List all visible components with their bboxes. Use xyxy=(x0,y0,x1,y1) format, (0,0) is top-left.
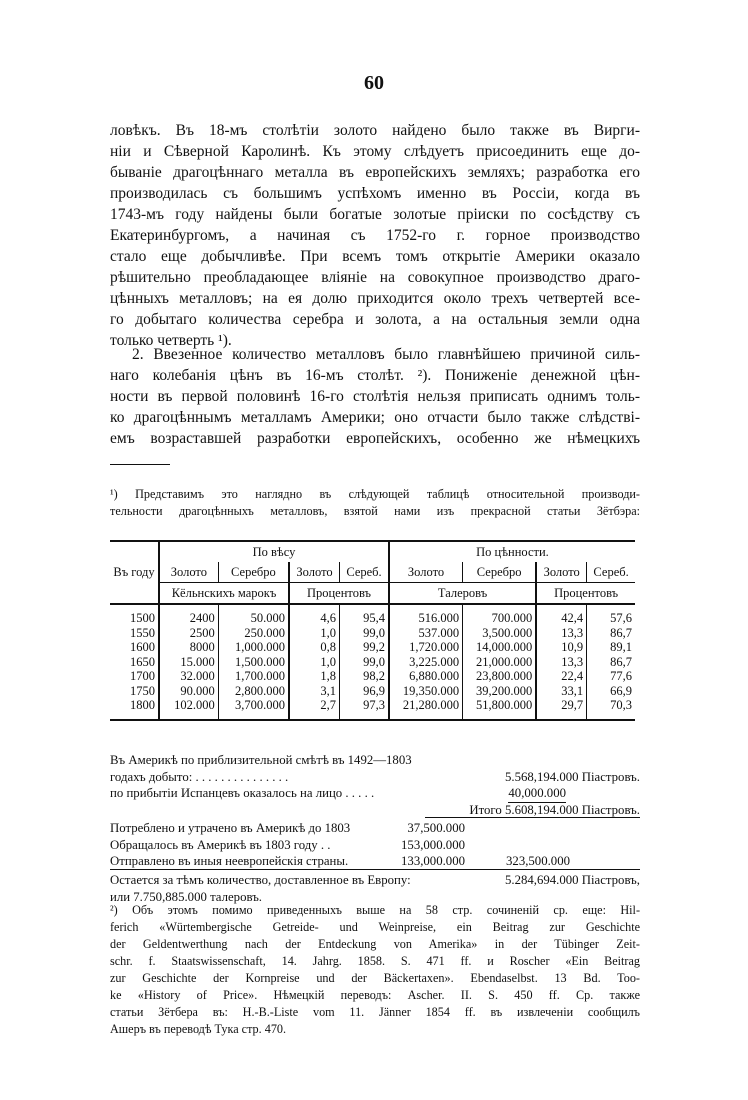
footnote-line: schr. f. Staatswissenschaft, 14. Jahrg. 1858. S. 471 ff. и Roscher «Ein Beitrag xyxy=(110,954,640,968)
footnote-line: статьи Зётбера въ: H.-B.-Liste vom 11. Jänner 1854 ff. въ извлеченіи сообщилъ xyxy=(110,1005,640,1019)
table-cell: 57,6 xyxy=(587,611,635,626)
summary-divider xyxy=(110,869,640,870)
summary-label: Въ Америкѣ по приблизительной смѣтѣ въ 1492—1803 xyxy=(110,753,412,767)
table-cell: 10,9 xyxy=(536,640,586,655)
gold-header: Золото xyxy=(536,562,586,583)
year-header: Въ году xyxy=(110,541,159,604)
summary-label: Отправлено въ иныя неевропейскія страны. xyxy=(110,854,349,868)
table-cell: 1650 xyxy=(130,654,155,669)
footnote-line: der Geldentwerthung nach der Entdeckung von Amerika» in der Tübinger Zeit- xyxy=(110,937,640,951)
silver-header: Серебро xyxy=(218,562,289,583)
table-cell: 99,0 xyxy=(340,655,389,670)
summary-value: 5.568,194.000 Піастровъ. xyxy=(504,769,640,784)
silver-short-header: Сереб. xyxy=(340,562,389,583)
table-cell: 98,2 xyxy=(340,669,389,684)
table-cell: 66,9 xyxy=(587,684,635,699)
text-line: производилась съ большимъ успѣхомъ именно въ Россіи, когда въ xyxy=(110,185,640,202)
summary-value: 40,000.000 xyxy=(508,785,566,803)
table-cell: 95,4 xyxy=(340,611,389,626)
summary-label: Остается за тѣмъ количество, доставленное въ Европу: xyxy=(110,873,411,887)
text-line: емъ возраставшей разработки европейскихъ, особенно же нѣмецкихъ xyxy=(110,430,640,447)
percent-header: Процентовъ xyxy=(536,583,635,605)
table-row xyxy=(110,640,635,655)
table-cell: 86,7 xyxy=(587,655,635,670)
table-cell: 4,6 xyxy=(289,611,339,626)
table-cell: 0,8 xyxy=(289,640,339,655)
summary-value: 37,500.000 xyxy=(407,821,465,835)
table-cell: 77,6 xyxy=(587,669,635,684)
table-row xyxy=(110,626,635,641)
remaining-summary xyxy=(110,872,640,905)
table-cell: 13,3 xyxy=(536,655,586,670)
silver-short-header: Сереб. xyxy=(587,562,635,583)
table-cell: 99,0 xyxy=(340,626,389,641)
table-cell: 1600 xyxy=(130,640,155,654)
text-line: ко драгоцѣннымъ металламъ Америки; оно отчасти было также слѣдстві- xyxy=(110,409,640,426)
table-cell: 537.000 xyxy=(389,626,463,641)
table-cell: 2,800.000 xyxy=(218,684,289,699)
table-row xyxy=(110,669,635,684)
summary-label: Обращалось въ Америкѣ въ 1803 году . . xyxy=(110,837,331,852)
table-cell: 21,280.000 xyxy=(389,698,463,713)
footnote-line: тельности драгоцѣнныхъ металловъ, взятой нами изъ прекрасной статьи Зётбэра: xyxy=(110,504,640,518)
table-cell: 1700 xyxy=(130,669,155,683)
text-line: ніи и Сѣверной Каролинѣ. Къ этому слѣдуетъ присоединить еще до- xyxy=(110,143,640,160)
table-cell: 2,7 xyxy=(289,698,339,713)
table-cell: 1,720.000 xyxy=(389,640,463,655)
table-row xyxy=(110,684,635,699)
table-cell: 19,350.000 xyxy=(389,684,463,699)
table-cell: 1,0 xyxy=(289,626,339,641)
footnote-line: ferich «Würtembergische Getreide- und Weinpreise, ein Beitrag zur Geschichte xyxy=(110,920,640,934)
consumption-summary xyxy=(110,820,640,870)
text-line: наго колебанія цѣнъ въ 16-мъ столѣт. ²). Пониженіе денежной цѣн- xyxy=(110,367,640,384)
table-cell: 96,9 xyxy=(340,684,389,699)
text-line: только четверть ¹). xyxy=(110,332,232,349)
page-number: 60 xyxy=(364,72,384,94)
footnote-line: ¹) Представимъ это наглядно въ слѣдующей таблицѣ относительной производи- xyxy=(110,487,640,501)
table-row xyxy=(110,698,635,713)
table-cell: 14,000.000 xyxy=(463,640,537,655)
total-underline xyxy=(425,817,640,818)
summary-total xyxy=(469,802,640,819)
total-label: Итого xyxy=(469,802,502,817)
production-table xyxy=(110,540,635,721)
table-cell: 1750 xyxy=(130,683,155,698)
summary-label: Потреблено и утрачено въ Америкѣ до 1803 xyxy=(110,821,351,835)
text-line: 2. Ввезенное количество металловъ было главнѣйшею причиной силь- xyxy=(132,346,640,363)
gold-header: Золото xyxy=(389,562,463,583)
summary-label: по прибытіи Испанцевъ оказалось на лицо . . . . . xyxy=(110,786,375,800)
table-cell: 3,500.000 xyxy=(463,626,537,641)
table-row xyxy=(110,611,635,626)
gold-header: Золото xyxy=(159,562,218,583)
table-cell: 42,4 xyxy=(536,611,586,626)
by-weight-header: По вѣсу xyxy=(159,541,389,562)
table-cell: 21,000.000 xyxy=(463,655,537,670)
text-line: ности въ первой половинѣ 16-го столѣтія нельзя приписать однимъ толь- xyxy=(110,388,640,405)
percent-header: Процентовъ xyxy=(289,583,389,605)
table-cell: 97,3 xyxy=(340,698,389,713)
text-line: 1743-мъ году найдены были богатые золотые пріиски по сосѣдству съ xyxy=(110,206,640,223)
text-line: рѣшительно преобладающее вліяніе на совокупное производство драго- xyxy=(110,269,640,286)
table-cell: 2400 xyxy=(159,611,218,626)
by-value-header: По цѣнности. xyxy=(389,541,635,562)
summary-value: 5.284,694.000 Піастровъ, xyxy=(504,873,640,887)
summary-value: 133,000.000 xyxy=(401,854,465,868)
cologne-marks-header: Кёльнскихъ марокъ xyxy=(159,583,289,605)
table-cell: 23,800.000 xyxy=(463,669,537,684)
table-cell: 1800 xyxy=(130,698,155,712)
silver-header: Серебро xyxy=(463,562,537,583)
text-line: го добытаго количества серебра и золота, а на остальныя земли одна xyxy=(110,311,640,328)
table-cell: 1,000.000 xyxy=(218,640,289,655)
table-cell: 32.000 xyxy=(159,669,218,684)
footnote-line: ke «History of Price». Нѣмецкій переводъ: Ascher. II. S. 450 ff. Ср. также xyxy=(110,988,640,1002)
summary-value: 323,500.000 xyxy=(506,854,570,868)
table-cell: 3,225.000 xyxy=(389,655,463,670)
table-cell: 89,1 xyxy=(587,640,635,655)
summary-label: или 7.750,885.000 талеровъ. xyxy=(110,889,263,904)
paragraph-1 xyxy=(110,120,640,351)
table-cell: 13,3 xyxy=(536,626,586,641)
thalers-header: Талеровъ xyxy=(389,583,536,605)
table-cell: 50.000 xyxy=(218,611,289,626)
table-cell: 1,8 xyxy=(289,669,339,684)
table-cell: 516.000 xyxy=(389,611,463,626)
table-cell: 33,1 xyxy=(536,684,586,699)
text-line: цѣнныхъ металловъ; на ея долю приходится около трехъ четвертей все- xyxy=(110,290,640,307)
table-cell: 70,3 xyxy=(587,698,635,713)
text-line: ловѣкъ. Въ 18-мъ столѣтіи золото найдено было также въ Вирги- xyxy=(110,122,640,139)
america-summary xyxy=(110,752,640,818)
table-cell: 102.000 xyxy=(159,698,218,713)
table-cell: 3,1 xyxy=(289,684,339,699)
paragraph-2 xyxy=(110,344,640,449)
text-line: стало еще добычливѣе. При всемъ томъ открытіе Америки оказало xyxy=(110,248,640,265)
gold-header: Золото xyxy=(289,562,339,583)
table-cell: 15.000 xyxy=(159,655,218,670)
table-cell: 8000 xyxy=(159,640,218,655)
table-cell: 90.000 xyxy=(159,684,218,699)
table-cell: 22,4 xyxy=(536,669,586,684)
table-cell: 250.000 xyxy=(218,626,289,641)
table-cell: 2500 xyxy=(159,626,218,641)
footnote-line: Ашеръ въ переводѣ Тука стр. 470. xyxy=(110,1022,287,1036)
table-row xyxy=(110,655,635,670)
summary-label: годахъ добыто: . . . . . . . . . . . . . . . xyxy=(110,769,289,784)
table-cell: 86,7 xyxy=(587,626,635,641)
summary-value: 153,000.000 xyxy=(401,837,465,852)
table-cell: 29,7 xyxy=(536,698,586,713)
table-cell: 99,2 xyxy=(340,640,389,655)
text-line: бываніе драгоцѣннаго металла въ европейскихъ земляхъ; разработка его xyxy=(110,164,640,181)
table-cell: 1,0 xyxy=(289,655,339,670)
text-line: Екатеринбургомъ, а начиная съ 1752-го г. горное производство xyxy=(110,227,640,244)
table-cell: 3,700.000 xyxy=(218,698,289,713)
footnote-line: ²) Объ этомъ помимо приведенныхъ выше на 58 стр. сочиненій ср. еще: Hil- xyxy=(110,903,640,917)
table-cell: 1,500.000 xyxy=(218,655,289,670)
table-cell: 1500 xyxy=(130,611,155,625)
footnote-divider xyxy=(110,464,170,465)
table-cell: 1550 xyxy=(130,625,155,640)
table-cell: 39,200.000 xyxy=(463,684,537,699)
footnote-1 xyxy=(110,486,640,520)
total-value: 5.608,194.000 Піастровъ. xyxy=(504,802,640,817)
footnote-2 xyxy=(110,902,640,1038)
table-cell: 700.000 xyxy=(463,611,537,626)
table-cell: 1,700.000 xyxy=(218,669,289,684)
table-cell: 6,880.000 xyxy=(389,669,463,684)
footnote-line: zur Geschichte der Kornpreise und der Bäckertaxen». Ebendaselbst. 13 Bd. Too- xyxy=(110,971,640,985)
table-cell: 51,800.000 xyxy=(463,698,537,713)
